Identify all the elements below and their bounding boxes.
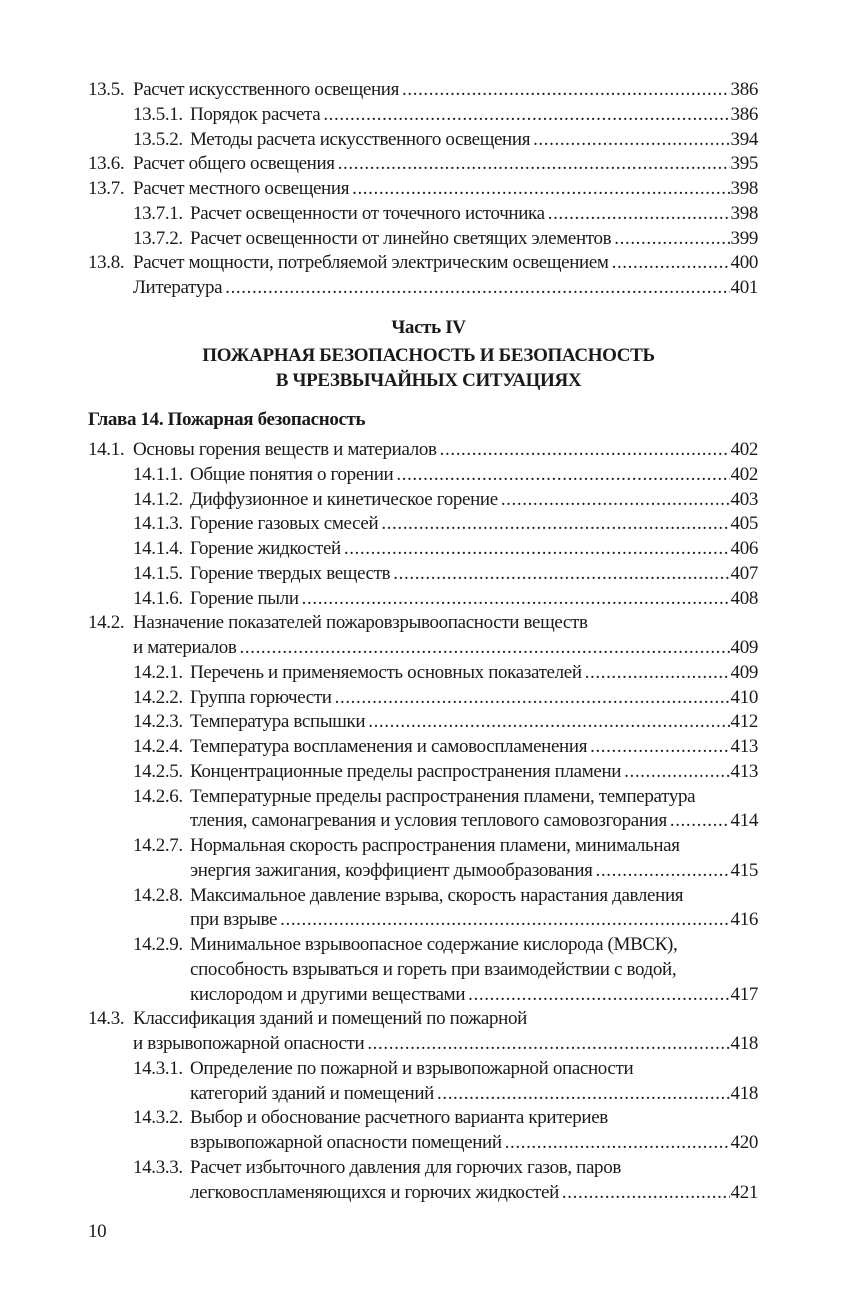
- toc-entry-page: 413: [730, 760, 758, 782]
- toc-entry[interactable]: [133, 1106, 758, 1156]
- toc-entry-line: [190, 562, 758, 587]
- toc-entry-line: [190, 128, 758, 153]
- dot-leader: [622, 760, 729, 785]
- toc-entry-title: и взрывопожарной опасности: [133, 1033, 365, 1054]
- toc-entry[interactable]: [133, 1057, 758, 1107]
- toc-entry-page: 421: [730, 1181, 758, 1203]
- toc-entry[interactable]: [88, 251, 758, 276]
- toc-entry-body: [190, 103, 758, 128]
- toc-entry-title: категорий зданий и помещений: [190, 1082, 434, 1104]
- dot-leader: [583, 661, 730, 686]
- toc-entry-title: Диффузионное и кинетическое горение: [190, 488, 498, 510]
- toc-entry-line: [190, 1131, 758, 1156]
- toc-entry[interactable]: [133, 227, 758, 252]
- dot-leader: [350, 177, 729, 202]
- toc-entry-line: [190, 587, 758, 612]
- toc-entry-title: Общие понятия о горении: [190, 463, 394, 485]
- toc-entry-line: [190, 1181, 758, 1206]
- toc-entry-page: 394: [730, 128, 758, 150]
- toc-entry[interactable]: [133, 710, 758, 735]
- toc-entry-body: [190, 760, 758, 785]
- dot-leader: [499, 488, 730, 513]
- toc-entry-number: 13.5.1.: [133, 103, 183, 125]
- toc-entry-title: Концентрационные пределы распространения пламени: [190, 760, 622, 782]
- toc-entry-body: [190, 933, 758, 1007]
- dot-leader: [438, 438, 730, 463]
- toc-entry-body: [190, 587, 758, 612]
- toc-entry[interactable]: [133, 834, 758, 884]
- toc-entry[interactable]: [133, 1156, 758, 1206]
- toc-entry-number: 14.2.2.: [133, 686, 183, 708]
- toc-entry-title: взрывопожарной опасности помещений: [190, 1132, 502, 1153]
- toc-entry-title: способность взрываться и гореть при взаимодействии с водой,: [190, 958, 677, 980]
- dot-leader: [668, 809, 730, 834]
- toc-entry-title: Порядок расчета: [190, 103, 321, 125]
- toc-entry-title: Горение жидкостей: [190, 538, 341, 559]
- toc-entry[interactable]: [133, 128, 758, 153]
- toc-entry-page: 403: [730, 488, 758, 510]
- toc-entry-body: [190, 463, 758, 488]
- toc-entry-title: Назначение показателей пожаровзрывоопасности веществ: [133, 612, 588, 634]
- toc-entry-title: Расчет общего освещения: [133, 153, 335, 175]
- dot-leader: [238, 636, 730, 661]
- page-number: 10: [88, 1221, 107, 1242]
- toc-entry-page: 408: [730, 587, 758, 609]
- toc-entry-title: Классификация зданий и помещений по пожарной: [133, 1008, 527, 1030]
- toc-entry-body: [133, 438, 758, 463]
- toc-entry-page: 413: [730, 736, 758, 757]
- toc-entry-title: Расчет местного освещения: [133, 178, 350, 199]
- dot-leader: [333, 686, 730, 711]
- toc-entry-number: 14.2.5.: [133, 760, 183, 782]
- toc-entry-number: 13.7.: [88, 178, 125, 199]
- toc-entry-body: [190, 686, 758, 711]
- toc-entry-number: 14.3.3.: [133, 1156, 183, 1178]
- toc-entry-page: 400: [730, 252, 758, 274]
- toc-chapter-14: [88, 438, 758, 1205]
- toc-entry-page: 386: [730, 103, 758, 125]
- toc-entry-number: 14.2.7.: [133, 835, 183, 856]
- toc-entry-title: Температурные пределы распространения пламени, температура: [190, 785, 696, 807]
- toc-entry-line: [133, 636, 758, 661]
- toc-entry-line: [190, 1106, 758, 1131]
- toc-entry-page: 398: [730, 202, 758, 224]
- dot-leader: [394, 463, 729, 488]
- toc-entry-number: 14.1.1.: [133, 463, 183, 485]
- dot-leader: [531, 128, 729, 153]
- toc-entry-body: [190, 1057, 758, 1107]
- toc-entry-title: и материалов: [133, 637, 237, 658]
- chapter-heading: Глава 14. Пожарная безопасность: [88, 409, 366, 430]
- toc-entry[interactable]: [133, 933, 758, 1007]
- toc-entry-page: 402: [730, 463, 758, 485]
- toc-entry[interactable]: [88, 1007, 758, 1057]
- toc-entry-page: 415: [730, 859, 758, 881]
- toc-entry-number: 13.7.1.: [133, 202, 183, 224]
- toc-entry-title: Температура воспламенения и самовоспламенения: [190, 736, 588, 757]
- toc-entry-line: [133, 438, 758, 463]
- dot-leader: [223, 276, 729, 301]
- toc-entry[interactable]: [133, 276, 758, 301]
- toc-entry-line: [133, 1007, 758, 1032]
- dot-leader: [366, 710, 729, 735]
- toc-entry-line: [133, 78, 758, 103]
- toc-entry-title: Нормальная скорость распространения пламени, минимальная: [190, 835, 680, 856]
- toc-entry-number: 14.3.: [88, 1008, 125, 1030]
- toc-entry-page: 401: [730, 277, 758, 298]
- toc-entry-page: 409: [730, 661, 758, 683]
- toc-entry[interactable]: [133, 202, 758, 227]
- dot-leader: [365, 1032, 729, 1057]
- toc-entry-line: [190, 884, 758, 909]
- toc-entry-body: [190, 562, 758, 587]
- dot-leader: [300, 587, 730, 612]
- toc-entry-page: 417: [730, 983, 758, 1005]
- toc-entry-number: 14.2.8.: [133, 884, 183, 906]
- toc-entry-title: Определение по пожарной и взрывопожарной опасности: [190, 1057, 634, 1079]
- dot-leader: [588, 735, 729, 760]
- toc-entry-line: [190, 710, 758, 735]
- toc-entry-line: [190, 809, 758, 834]
- toc-entry-title: Выбор и обоснование расчетного варианта критериев: [190, 1107, 608, 1129]
- toc-entry-title: при взрыве: [190, 909, 278, 931]
- toc-entry-line: [190, 735, 758, 760]
- toc-entry-body: [133, 78, 758, 103]
- toc-entry-title: Расчет освещенности от линейно светящих элементов: [190, 227, 612, 249]
- toc-entry-page: 420: [730, 1132, 758, 1153]
- toc-entry-line: [190, 227, 758, 252]
- toc-entry-line: [190, 1156, 758, 1181]
- toc-entry-title: легковоспламеняющихся и горючих жидкостей: [190, 1181, 559, 1203]
- toc-entry[interactable]: [133, 760, 758, 785]
- dot-leader: [391, 562, 729, 587]
- toc-entry-line: [133, 1032, 758, 1057]
- toc-entry-body: [190, 202, 758, 227]
- toc-entry-number: 14.2.3.: [133, 711, 183, 733]
- toc-entry-title: Температура вспышки: [190, 711, 366, 733]
- toc-entry[interactable]: [133, 884, 758, 934]
- toc-entry-line: [190, 661, 758, 686]
- toc-entry-line: [190, 834, 758, 859]
- toc-entry-line: [190, 785, 758, 810]
- toc-entry-number: 13.6.: [88, 153, 125, 175]
- toc-entry-line: [190, 103, 758, 128]
- toc-entry-body: [190, 785, 758, 835]
- toc-entry[interactable]: [133, 537, 758, 562]
- toc-entry[interactable]: [133, 785, 758, 835]
- toc-entry-body: [190, 834, 758, 884]
- part-label: Часть IV: [391, 317, 466, 338]
- toc-entry[interactable]: [133, 686, 758, 711]
- toc-entry-number: 14.3.1.: [133, 1057, 183, 1079]
- toc-entry-page: 409: [730, 637, 758, 658]
- dot-leader: [336, 152, 730, 177]
- toc-entry-body: [190, 735, 758, 760]
- toc-entry[interactable]: [133, 735, 758, 760]
- toc-entry-title: Горение газовых смесей: [190, 513, 379, 535]
- toc-entry-title: Максимальное давление взрыва, скорость нарастания давления: [190, 884, 684, 906]
- toc-entry-body: [190, 537, 758, 562]
- toc-entry[interactable]: [88, 78, 758, 103]
- toc-entry[interactable]: [133, 463, 758, 488]
- toc-entry[interactable]: [133, 587, 758, 612]
- toc-entry-number: 14.3.2.: [133, 1107, 183, 1129]
- toc-entry-title: Расчет освещенности от точечного источника: [190, 202, 545, 224]
- toc-entry-body: [133, 251, 758, 276]
- dot-leader: [560, 1181, 730, 1206]
- toc-entry-line: [190, 686, 758, 711]
- toc-entry-line: [190, 1057, 758, 1082]
- toc-entry-page: 386: [730, 79, 758, 100]
- toc-entry-page: 406: [730, 538, 758, 559]
- toc-entry-title: Горение твердых веществ: [190, 562, 391, 584]
- dot-leader: [379, 512, 729, 537]
- dot-leader: [400, 78, 730, 103]
- toc-entry-line: [190, 958, 758, 983]
- toc-entry-title: Основы горения веществ и материалов: [133, 439, 437, 460]
- toc-entry-line: [190, 933, 758, 958]
- toc-entry-body: [190, 128, 758, 153]
- toc-entry-number: 14.2.6.: [133, 785, 183, 807]
- dot-leader: [466, 983, 729, 1008]
- toc-entry-title: кислородом и другими веществами: [190, 983, 466, 1005]
- part-title-line-2: В ЧРЕЗВЫЧАЙНЫХ СИТУАЦИЯХ: [275, 370, 582, 391]
- part-title-line-1: ПОЖАРНАЯ БЕЗОПАСНОСТЬ И БЕЗОПАСНОСТЬ: [202, 345, 655, 366]
- toc-entry[interactable]: [133, 562, 758, 587]
- toc-entry-line: [190, 760, 758, 785]
- toc-entry-page: 405: [730, 513, 758, 535]
- toc-entry-body: [190, 1156, 758, 1206]
- toc-entry-number: 13.5.: [88, 79, 125, 100]
- toc-entry-line: [190, 512, 758, 537]
- toc-entry[interactable]: [88, 611, 758, 661]
- toc-entry-page: 407: [730, 562, 758, 584]
- dot-leader: [594, 859, 730, 884]
- toc-entry-body: [133, 276, 758, 301]
- toc-entry-page: 418: [730, 1082, 758, 1104]
- toc-entry-title: Горение пыли: [190, 587, 299, 609]
- toc-entry-body: [133, 611, 758, 661]
- toc-entry-number: 14.1.5.: [133, 562, 183, 584]
- toc-entry-title: тления, самонагревания и условия теплового самовозгорания: [190, 810, 667, 832]
- dot-leader: [503, 1131, 730, 1156]
- toc-entry[interactable]: [133, 661, 758, 686]
- dot-leader: [435, 1082, 730, 1107]
- toc-entry-body: [190, 227, 758, 252]
- dot-leader: [321, 103, 729, 128]
- toc-entry-title: Группа горючести: [190, 686, 332, 708]
- toc-entry-page: 412: [730, 711, 758, 733]
- toc-entry-body: [133, 1007, 758, 1057]
- toc-entry-body: [190, 1106, 758, 1156]
- toc-entry-line: [133, 251, 758, 276]
- toc-entry-line: [190, 859, 758, 884]
- toc-entry-number: 13.7.2.: [133, 227, 183, 249]
- toc-entry-line: [190, 202, 758, 227]
- dot-leader: [610, 251, 730, 276]
- toc-entry-line: [190, 463, 758, 488]
- dot-leader: [342, 537, 730, 562]
- toc-entry-body: [190, 884, 758, 934]
- toc-entry-title: Расчет избыточного давления для горючих газов, паров: [190, 1156, 621, 1178]
- toc-entry-page: 395: [730, 153, 758, 175]
- toc-entry-title: Расчет искусственного освещения: [133, 79, 400, 100]
- toc-entry[interactable]: [88, 152, 758, 177]
- toc-entry-line: [190, 908, 758, 933]
- toc-entry-body: [190, 488, 758, 513]
- toc-entry-line: [190, 537, 758, 562]
- toc-entry-page: 399: [730, 227, 758, 249]
- toc-entry-line: [133, 276, 758, 301]
- toc-entry-line: [190, 1082, 758, 1107]
- toc-entry-number: 14.1.3.: [133, 513, 183, 535]
- toc-entry[interactable]: [88, 438, 758, 463]
- toc-entry-number: 14.2.1.: [133, 661, 183, 683]
- toc-entry-title: Методы расчета искусственного освещения: [190, 128, 531, 150]
- toc-entry-title: Минимальное взрывоопасное содержание кислорода (МВСК),: [190, 934, 678, 955]
- toc-entry-line: [133, 611, 758, 636]
- toc-entry-number: 14.1.2.: [133, 488, 183, 510]
- toc-entry-body: [133, 177, 758, 202]
- toc-entry-number: 14.2.: [88, 612, 125, 634]
- toc-entry-number: 14.1.4.: [133, 538, 183, 559]
- toc-entry-line: [190, 488, 758, 513]
- toc-entry-number: 13.5.2.: [133, 128, 183, 150]
- toc-entry[interactable]: [133, 488, 758, 513]
- dot-leader: [278, 908, 729, 933]
- dot-leader: [612, 227, 729, 252]
- toc-entry-page: 416: [730, 909, 758, 931]
- toc-section-13: [88, 78, 758, 301]
- toc-entry-line: [133, 152, 758, 177]
- toc-entry-title: энергия зажигания, коэффициент дымообразования: [190, 859, 593, 881]
- toc-entry-line: [133, 177, 758, 202]
- toc-entry-body: [133, 152, 758, 177]
- toc-entry-page: 398: [730, 178, 758, 199]
- toc-entry-page: 414: [730, 810, 758, 832]
- dot-leader: [546, 202, 730, 227]
- toc-entry-body: [190, 661, 758, 686]
- toc-entry[interactable]: [133, 512, 758, 537]
- toc-entry-body: [190, 710, 758, 735]
- toc-entry-page: 418: [730, 1033, 758, 1054]
- toc-entry-number: 14.1.: [88, 439, 125, 460]
- toc-entry-number: 13.8.: [88, 252, 125, 274]
- toc-entry[interactable]: [133, 103, 758, 128]
- toc-entry-body: [190, 512, 758, 537]
- toc-entry[interactable]: [88, 177, 758, 202]
- toc-entry-number: 14.1.6.: [133, 587, 183, 609]
- toc-entry-title: Расчет мощности, потребляемой электрическим освещением: [133, 252, 609, 274]
- toc-entry-title: Литература: [133, 277, 223, 298]
- toc-entry-page: 410: [730, 686, 758, 708]
- toc-entry-number: 14.2.4.: [133, 736, 183, 757]
- toc-entry-title: Перечень и применяемость основных показателей: [190, 661, 582, 683]
- toc-entry-page: 402: [730, 439, 758, 460]
- toc-entry-number: 14.2.9.: [133, 934, 183, 955]
- toc-entry-line: [190, 983, 758, 1008]
